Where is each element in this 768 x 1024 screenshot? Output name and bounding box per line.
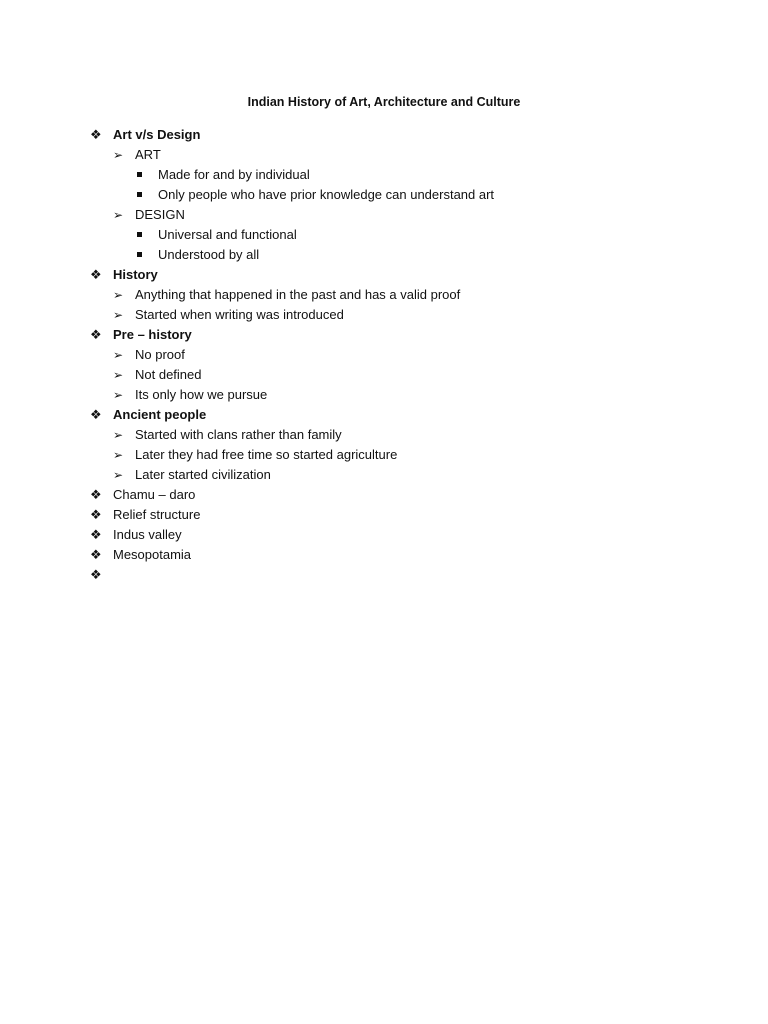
list-item-text: DESIGN	[135, 207, 185, 222]
arrow-bullet-icon: ➢	[113, 148, 124, 162]
arrow-bullet-icon: ➢	[113, 428, 124, 442]
list-item-text: Art v/s Design	[113, 127, 201, 142]
list-item-text: Indus valley	[113, 527, 182, 542]
list-item-text: Only people who have prior knowledge can understand art	[158, 187, 495, 202]
list-item-text: Later started civilization	[135, 467, 271, 482]
diamond-bullet-icon: ❖	[90, 527, 102, 542]
list-item-text: Universal and functional	[158, 227, 297, 242]
list-item-text: Started when writing was introduced	[135, 307, 344, 322]
diamond-bullet-icon: ❖	[90, 267, 102, 282]
arrow-bullet-icon: ➢	[113, 288, 124, 302]
arrow-bullet-icon: ➢	[113, 208, 124, 222]
document-title: Indian History of Art, Architecture and Culture	[247, 95, 521, 109]
list-item-text: Not defined	[135, 367, 202, 382]
diamond-bullet-icon: ❖	[90, 547, 102, 562]
arrow-bullet-icon: ➢	[113, 448, 124, 462]
list-item-text: ART	[135, 147, 161, 162]
list-item-text: Later they had free time so started agriculture	[135, 447, 398, 462]
square-bullet-icon	[137, 232, 142, 237]
arrow-bullet-icon: ➢	[113, 368, 124, 382]
diamond-bullet-icon: ❖	[90, 127, 102, 142]
diamond-bullet-icon: ❖	[90, 507, 102, 522]
list-item-text: History	[113, 267, 158, 282]
arrow-bullet-icon: ➢	[113, 308, 124, 322]
arrow-bullet-icon: ➢	[113, 468, 124, 482]
list-item-text: Its only how we pursue	[135, 387, 268, 402]
diamond-bullet-icon: ❖	[90, 567, 102, 582]
square-bullet-icon	[137, 172, 142, 177]
diamond-bullet-icon: ❖	[90, 407, 102, 422]
diamond-bullet-icon: ❖	[90, 487, 102, 502]
list-item-text: Started with clans rather than family	[135, 427, 342, 442]
arrow-bullet-icon: ➢	[113, 388, 124, 402]
list-item-text: Understood by all	[158, 247, 260, 262]
list-item-text: Pre – history	[113, 327, 192, 342]
list-item-text: No proof	[135, 347, 185, 362]
square-bullet-icon	[137, 252, 142, 257]
diamond-bullet-icon: ❖	[90, 327, 102, 342]
list-item-text: Anything that happened in the past and has a valid proof	[135, 287, 461, 302]
arrow-bullet-icon: ➢	[113, 348, 124, 362]
square-bullet-icon	[137, 192, 142, 197]
list-item-text: Chamu – daro	[113, 487, 196, 502]
list-item-text: Relief structure	[113, 507, 201, 522]
list-item-text: Mesopotamia	[113, 547, 192, 562]
list-item-text: Made for and by individual	[158, 167, 310, 182]
list-item-text: Ancient people	[113, 407, 207, 422]
